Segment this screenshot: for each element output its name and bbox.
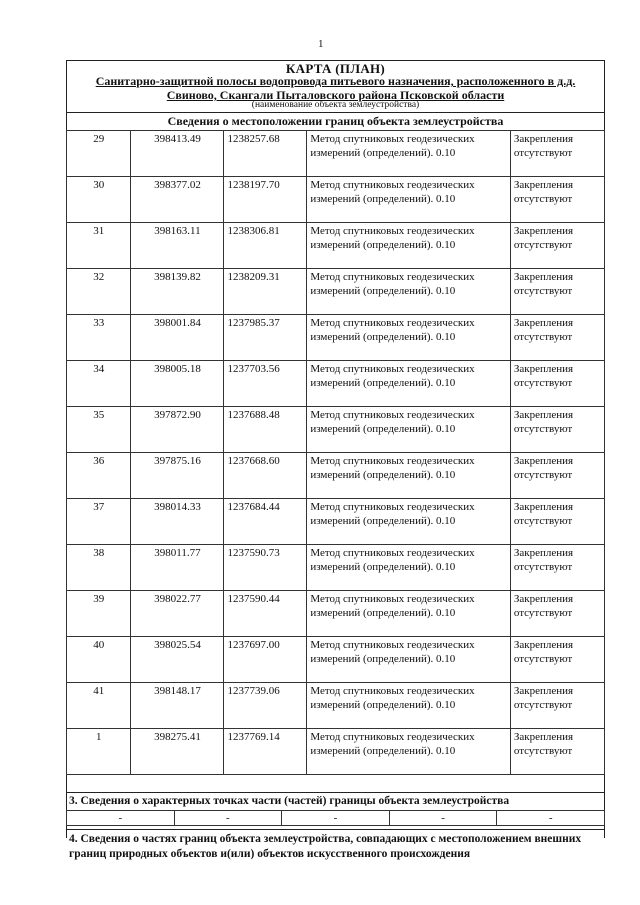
y-coordinate: 1238197.70 bbox=[224, 177, 307, 223]
method-cell: Метод спутниковых геодезических измерений (определений). 0.10 bbox=[307, 499, 511, 545]
method-cell: Метод спутниковых геодезических измерений (определений). 0.10 bbox=[307, 453, 511, 499]
x-coordinate: 397872.90 bbox=[131, 407, 224, 453]
y-coordinate: 1238257.68 bbox=[224, 131, 307, 177]
table-row bbox=[67, 591, 605, 637]
table-row bbox=[67, 269, 605, 315]
x-coordinate: 398014.33 bbox=[131, 499, 224, 545]
fixation-cell: Закрепления отсутствуют bbox=[510, 269, 604, 315]
method-cell: Метод спутниковых геодезических измерений (определений). 0.10 bbox=[307, 361, 511, 407]
method-cell: Метод спутниковых геодезических измерений (определений). 0.10 bbox=[307, 729, 511, 775]
x-coordinate: 398025.54 bbox=[131, 637, 224, 683]
fixation-cell: Закрепления отсутствуют bbox=[510, 729, 604, 775]
coordinates-table bbox=[66, 130, 605, 775]
y-coordinate: 1237769.14 bbox=[224, 729, 307, 775]
x-coordinate: 398163.11 bbox=[131, 223, 224, 269]
table-row bbox=[67, 637, 605, 683]
method-cell: Метод спутниковых геодезических измерений (определений). 0.10 bbox=[307, 545, 511, 591]
fixation-cell: Закрепления отсутствуют bbox=[510, 315, 604, 361]
x-coordinate: 398011.77 bbox=[131, 545, 224, 591]
x-coordinate: 397875.16 bbox=[131, 453, 224, 499]
fixation-cell: Закрепления отсутствуют bbox=[510, 177, 604, 223]
x-coordinate: 398377.02 bbox=[131, 177, 224, 223]
table-row bbox=[67, 811, 605, 826]
table-row bbox=[67, 545, 605, 591]
table-row bbox=[67, 315, 605, 361]
table-row bbox=[67, 361, 605, 407]
fixation-cell: Закрепления отсутствуют bbox=[510, 499, 604, 545]
y-coordinate: 1237590.73 bbox=[224, 545, 307, 591]
fixation-cell: Закрепления отсутствуют bbox=[510, 361, 604, 407]
table-row bbox=[67, 453, 605, 499]
object-caption: (наименование объекта землеустройства) bbox=[251, 100, 420, 110]
point-number: 40 bbox=[67, 637, 131, 683]
table-row bbox=[67, 729, 605, 775]
document-title: КАРТА (ПЛАН) bbox=[285, 61, 386, 76]
y-coordinate: 1237703.56 bbox=[224, 361, 307, 407]
x-coordinate: 398022.77 bbox=[131, 591, 224, 637]
x-coordinate: 398139.82 bbox=[131, 269, 224, 315]
table-cell: - bbox=[497, 811, 605, 826]
table-row bbox=[67, 499, 605, 545]
method-cell: Метод спутниковых геодезических измерений (определений). 0.10 bbox=[307, 637, 511, 683]
y-coordinate: 1237668.60 bbox=[224, 453, 307, 499]
point-number: 38 bbox=[67, 545, 131, 591]
x-coordinate: 398275.41 bbox=[131, 729, 224, 775]
page-number: 1 bbox=[318, 38, 324, 50]
fixation-cell: Закрепления отсутствуют bbox=[510, 637, 604, 683]
y-coordinate: 1237688.48 bbox=[224, 407, 307, 453]
point-number: 34 bbox=[67, 361, 131, 407]
table-cell: - bbox=[67, 811, 175, 826]
point-number: 36 bbox=[67, 453, 131, 499]
table-cell: - bbox=[174, 811, 282, 826]
fixation-cell: Закрепления отсутствуют bbox=[510, 683, 604, 729]
point-number: 1 bbox=[67, 729, 131, 775]
section-3-title: 3. Сведения о характерных точках части (частей) границы объекта землеустройства bbox=[66, 792, 605, 810]
table-row bbox=[67, 223, 605, 269]
fixation-cell: Закрепления отсутствуют bbox=[510, 545, 604, 591]
x-coordinate: 398001.84 bbox=[131, 315, 224, 361]
fixation-cell: Закрепления отсутствуют bbox=[510, 407, 604, 453]
point-number: 30 bbox=[67, 177, 131, 223]
fixation-cell: Закрепления отсутствуют bbox=[510, 131, 604, 177]
point-number: 32 bbox=[67, 269, 131, 315]
point-number: 37 bbox=[67, 499, 131, 545]
section-title: Сведения о местоположении границ объекта землеустройства bbox=[66, 112, 605, 130]
method-cell: Метод спутниковых геодезических измерений (определений). 0.10 bbox=[307, 591, 511, 637]
x-coordinate: 398148.17 bbox=[131, 683, 224, 729]
point-number: 35 bbox=[67, 407, 131, 453]
document-subtitle bbox=[66, 74, 605, 102]
subtitle-line-1: Санитарно-защитной полосы водопровода питьевого назначения, расположенного в д.д. bbox=[95, 74, 576, 88]
x-coordinate: 398005.18 bbox=[131, 361, 224, 407]
y-coordinate: 1237684.44 bbox=[224, 499, 307, 545]
y-coordinate: 1237739.06 bbox=[224, 683, 307, 729]
x-coordinate: 398413.49 bbox=[131, 131, 224, 177]
fixation-cell: Закрепления отсутствуют bbox=[510, 591, 604, 637]
method-cell: Метод спутниковых геодезических измерений (определений). 0.10 bbox=[307, 315, 511, 361]
y-coordinate: 1237985.37 bbox=[224, 315, 307, 361]
method-cell: Метод спутниковых геодезических измерений (определений). 0.10 bbox=[307, 407, 511, 453]
y-coordinate: 1237697.00 bbox=[224, 637, 307, 683]
table-row bbox=[67, 683, 605, 729]
method-cell: Метод спутниковых геодезических измерений (определений). 0.10 bbox=[307, 131, 511, 177]
y-coordinate: 1237590.44 bbox=[224, 591, 307, 637]
method-cell: Метод спутниковых геодезических измерений (определений). 0.10 bbox=[307, 223, 511, 269]
y-coordinate: 1238306.81 bbox=[224, 223, 307, 269]
point-number: 39 bbox=[67, 591, 131, 637]
point-number: 33 bbox=[67, 315, 131, 361]
table-cell: - bbox=[389, 811, 497, 826]
table-cell: - bbox=[282, 811, 390, 826]
section-3-table bbox=[66, 810, 605, 826]
method-cell: Метод спутниковых геодезических измерений (определений). 0.10 bbox=[307, 683, 511, 729]
method-cell: Метод спутниковых геодезических измерений (определений). 0.10 bbox=[307, 177, 511, 223]
point-number: 29 bbox=[67, 131, 131, 177]
fixation-cell: Закрепления отсутствуют bbox=[510, 223, 604, 269]
fixation-cell: Закрепления отсутствуют bbox=[510, 453, 604, 499]
section-4-title: 4. Сведения о частях границ объекта землеустройства, совпадающих с местоположением внешних границ природных объектов и(или) объектов искусственного происхождения bbox=[66, 829, 605, 864]
subtitle-line-2: Свиново, Скангали Пыталовского района Псковской области bbox=[166, 88, 505, 102]
method-cell: Метод спутниковых геодезических измерений (определений). 0.10 bbox=[307, 269, 511, 315]
table-row bbox=[67, 131, 605, 177]
table-row bbox=[67, 407, 605, 453]
table-row bbox=[67, 177, 605, 223]
point-number: 31 bbox=[67, 223, 131, 269]
point-number: 41 bbox=[67, 683, 131, 729]
y-coordinate: 1238209.31 bbox=[224, 269, 307, 315]
